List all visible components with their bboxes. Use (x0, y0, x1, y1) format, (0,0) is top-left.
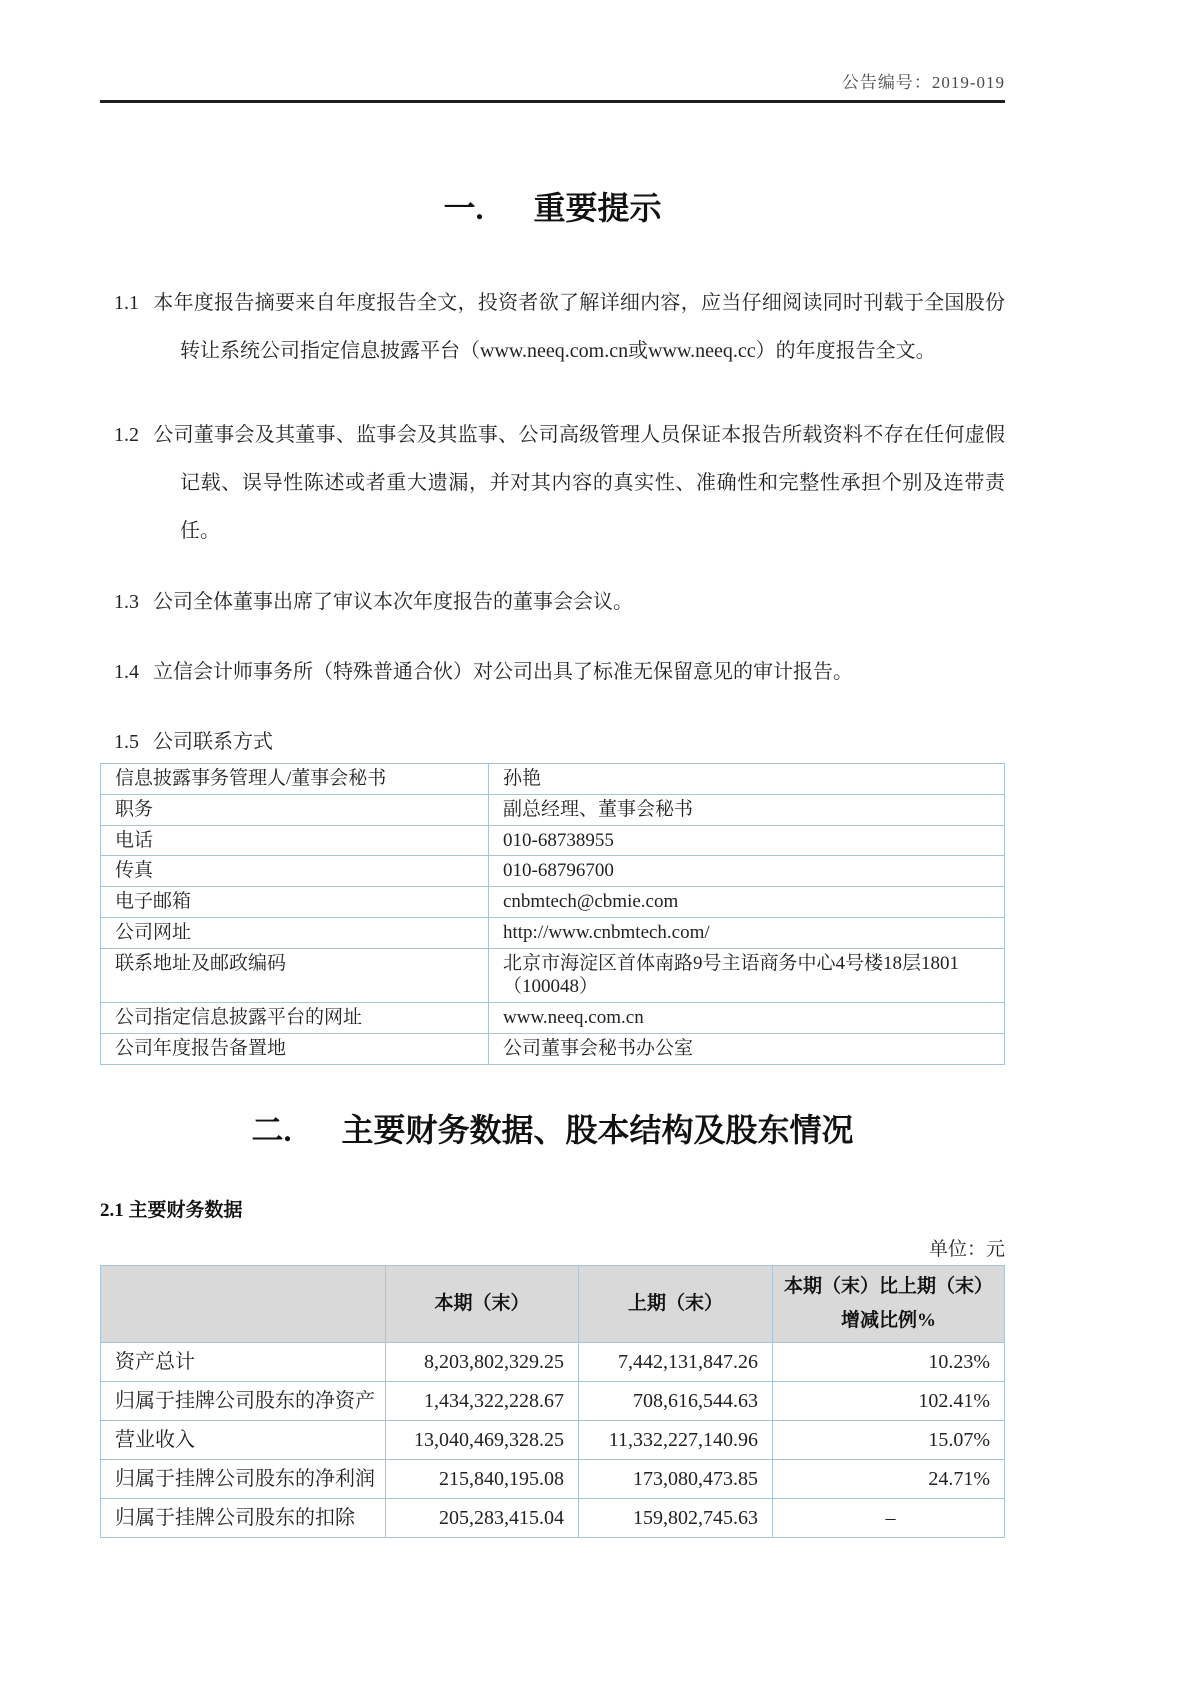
contact-label-cell: 公司指定信息披露平台的网址 (101, 1003, 489, 1034)
paragraph-1-3 (100, 587, 1005, 617)
paragraph-text: 公司联系方式 (153, 731, 273, 753)
fin-change-cell: – (773, 1498, 1005, 1537)
fin-label-cell: 归属于挂牌公司股东的净资产 (101, 1381, 386, 1420)
fin-label-cell: 营业收入 (101, 1420, 386, 1459)
section1-title (100, 183, 1005, 229)
table-row (101, 825, 1005, 856)
financial-data-table (100, 1265, 1005, 1538)
table-row (101, 856, 1005, 887)
fin-prior-cell: 173,080,473.85 (579, 1459, 773, 1498)
fin-current-cell: 13,040,469,328.25 (386, 1420, 579, 1459)
table-row (101, 794, 1005, 825)
section1-title-number: 一. (443, 190, 484, 226)
paragraph-text: 本年度报告摘要来自年度报告全文，投资者欲了解详细内容，应当仔细阅读同时刊载于全国股份转让系统公司指定信息披露平台（www.neeq.com.cn或www.neeq.cc）的年度报告全文。 (153, 292, 1005, 362)
contact-value-cell: 副总经理、董事会秘书 (489, 794, 1005, 825)
fin-current-cell: 1,434,322,228.67 (386, 1381, 579, 1420)
table-row (101, 1003, 1005, 1034)
fin-current-cell: 205,283,415.04 (386, 1498, 579, 1537)
fin-current-cell: 215,840,195.08 (386, 1459, 579, 1498)
contact-value-cell: 010-68796700 (489, 856, 1005, 887)
table-row (101, 1420, 1005, 1459)
fin-label-cell: 资产总计 (101, 1342, 386, 1381)
paragraph-number: 1.3 (114, 591, 139, 613)
fin-header-prior: 上期（末） (579, 1265, 773, 1342)
table-row (101, 1381, 1005, 1420)
fin-header-item (101, 1265, 386, 1342)
fin-change-cell: 24.71% (773, 1459, 1005, 1498)
table-row (101, 1459, 1005, 1498)
fin-label-cell: 归属于挂牌公司股东的净利润 (101, 1459, 386, 1498)
table-row (101, 764, 1005, 795)
paragraph-number: 1.1 (114, 292, 139, 314)
contact-label-cell: 电子邮箱 (101, 887, 489, 918)
paragraph-number: 1.4 (114, 661, 139, 683)
notice-number: 公告编号：2019-019 (841, 73, 1005, 92)
unit-label: 单位：元 (928, 1238, 1005, 1260)
page-content (100, 0, 1005, 1697)
fin-label-cell: 归属于挂牌公司股东的扣除 (101, 1498, 386, 1537)
fin-prior-cell: 708,616,544.63 (579, 1381, 773, 1420)
table-row (101, 887, 1005, 918)
section2-title-number: 二. (251, 1111, 292, 1148)
contact-value-cell: 孙艳 (489, 764, 1005, 795)
table-row (101, 1342, 1005, 1381)
paragraph-1-2 (100, 411, 1005, 555)
contact-label-cell: 电话 (101, 825, 489, 856)
fin-prior-cell: 7,442,131,847.26 (579, 1342, 773, 1381)
contact-value-cell: http://www.cnbmtech.com/ (489, 917, 1005, 948)
subsection-2-1-heading: 2.1 主要财务数据 (100, 1199, 243, 1221)
header-rule (100, 100, 1005, 103)
table-row (101, 948, 1005, 1003)
paragraph-1-4 (100, 657, 1005, 687)
paragraph-number: 1.5 (114, 731, 139, 753)
contact-label-cell: 公司年度报告备置地 (101, 1033, 489, 1064)
contact-label-cell: 职务 (101, 794, 489, 825)
table-row (101, 1498, 1005, 1537)
contact-value-cell: 公司董事会秘书办公室 (489, 1033, 1005, 1064)
contact-value-cell: cnbmtech@cbmie.com (489, 887, 1005, 918)
contact-label-cell: 传真 (101, 856, 489, 887)
section2-title-text: 主要财务数据、股本结构及股东情况 (341, 1111, 854, 1148)
paragraph-text: 公司全体董事出席了审议本次年度报告的董事会会议。 (153, 591, 633, 613)
paragraph-number: 1.2 (114, 424, 139, 446)
fin-current-cell: 8,203,802,329.25 (386, 1342, 579, 1381)
contact-label-cell: 信息披露事务管理人/董事会秘书 (101, 764, 489, 795)
paragraph-text: 立信会计师事务所（特殊普通合伙）对公司出具了标准无保留意见的审计报告。 (153, 661, 853, 683)
table-row (101, 1033, 1005, 1064)
contact-value-cell: 北京市海淀区首体南路9号主语商务中心4号楼18层1801（100048） (489, 948, 1005, 1003)
fin-change-cell: 10.23% (773, 1342, 1005, 1381)
fin-prior-cell: 11,332,227,140.96 (579, 1420, 773, 1459)
fin-change-cell: 102.41% (773, 1381, 1005, 1420)
fin-change-cell: 15.07% (773, 1420, 1005, 1459)
section1-title-text: 重要提示 (533, 190, 662, 226)
table-header-row (101, 1265, 1005, 1342)
table-row (101, 917, 1005, 948)
paragraph-1-1 (100, 279, 1005, 375)
paragraph-text: 公司董事会及其董事、监事会及其监事、公司高级管理人员保证本报告所载资料不存在任何虚假记载、误导性陈述或者重大遗漏，并对其内容的真实性、准确性和完整性承担个别及连带责任。 (153, 424, 1005, 542)
section2-title (100, 1105, 1005, 1151)
contact-value-cell: 010-68738955 (489, 825, 1005, 856)
fin-header-change: 本期（末）比上期（末）增减比例% (773, 1265, 1005, 1342)
contact-label-cell: 公司网址 (101, 917, 489, 948)
fin-prior-cell: 159,802,745.63 (579, 1498, 773, 1537)
fin-header-current: 本期（末） (386, 1265, 579, 1342)
contact-label-cell: 联系地址及邮政编码 (101, 948, 489, 1003)
contact-value-cell: www.neeq.com.cn (489, 1003, 1005, 1034)
paragraph-1-5 (100, 727, 1005, 757)
contact-info-table (100, 763, 1005, 1065)
